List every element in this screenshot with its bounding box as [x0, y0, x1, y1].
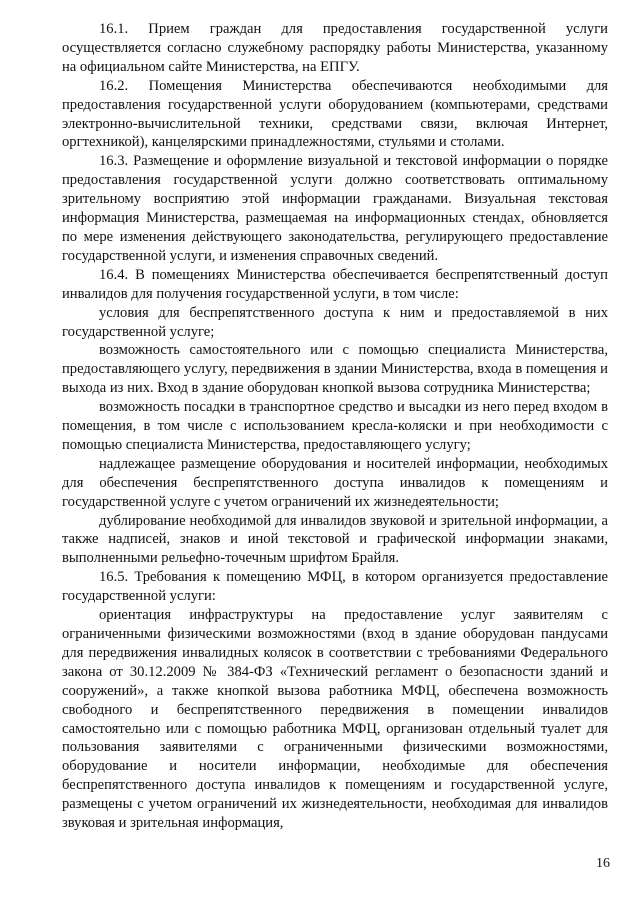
list-item-equipment-placement: надлежащее размещение оборудования и носителей информации, необходимых для обеспечения беспрепятственного доступа инвалидов к помещениям и государственной услуге с учетом ограничений их жизнедеятельности;: [62, 455, 608, 510]
document-body: [62, 20, 608, 833]
paragraph-16-2: 16.2. Помещения Министерства обеспечиваются необходимыми для предоставления государственной услуги оборудованием (компьютерами, средствами электронно-вычислительной техники, средствами связи, включая Интернет, оргтехникой), канцелярскими принадлежностями, стульями и столами.: [62, 77, 608, 151]
list-item-accessibility-conditions: условия для беспрепятственного доступа к ним и предоставляемой в них государственной услуге;: [62, 304, 608, 340]
list-item-infrastructure-orientation: ориентация инфраструктуры на предоставление услуг заявителям с ограниченными физическими возможностями (вход в здание оборудован пандусами для передвижения инвалидных колясок в соответствии с требованиями Федерального закона от 30.12.2009 № 384-ФЗ «Технический регламент о безопасности зданий и сооружений», а также кнопкой вызова работника МФЦ, обеспечена возможность свободного и беспрепятственного передвижения в помещении инвалидов самостоятельно или с помощью работника МФЦ, организован отдельный туалет для пользования заявителями с ограниченными физическими возможностями, оборудование и носители информации, необходимые для обеспечения беспрепятственного доступа инвалидов к помещениям и государственной услуге, размещены с учетом ограничений их жизнедеятельности, необходимая для инвалидов звуковая и зрительная информация,: [62, 607, 608, 832]
list-item-movement-in-building: возможность самостоятельного или с помощью специалиста Министерства, предоставляющего услугу, передвижения в здании Министерства, входа в помещения и выхода из них. Вход в здание оборудован кнопкой вызова сотрудника Министерства;: [62, 342, 608, 397]
paragraph-16-4: 16.4. В помещениях Министерства обеспечивается беспрепятственный доступ инвалидов для получения государственной услуги, в том числе:: [62, 266, 608, 302]
paragraph-16-3: 16.3. Размещение и оформление визуальной и текстовой информации о порядке предоставления государственной услуги должно соответствовать оптимальному зрительному восприятию этой информации гражданами. Визуальная текстовая информация Министерства, размещаемая на информационных стендах, обновляется по мере изменения действующего законодательства, регулирующего предоставление государственной услуги, и изменения справочных сведений.: [62, 153, 608, 264]
paragraph-16-5: 16.5. Требования к помещению МФЦ, в котором организуется предоставление государственной услуги:: [62, 569, 608, 605]
page-number: 16: [596, 856, 610, 871]
list-item-vehicle-boarding: возможность посадки в транспортное средство и высадки из него перед входом в помещения, в том числе с использованием кресла-коляски и при необходимости с помощью специалиста Министерства, предоставляющего услугу;: [62, 399, 608, 453]
paragraph-16-1: 16.1. Прием граждан для предоставления государственной услуги осуществляется согласно служебному распорядку работы Министерства, указанному на официальном сайте Министерства, на ЕПГУ.: [62, 21, 608, 75]
list-item-braille-duplication: дублирование необходимой для инвалидов звуковой и зрительной информации, а также надписей, знаков и иной текстовой и графической информации знаками, выполненными рельефно-точечным шрифтом Брайля.: [62, 512, 608, 567]
